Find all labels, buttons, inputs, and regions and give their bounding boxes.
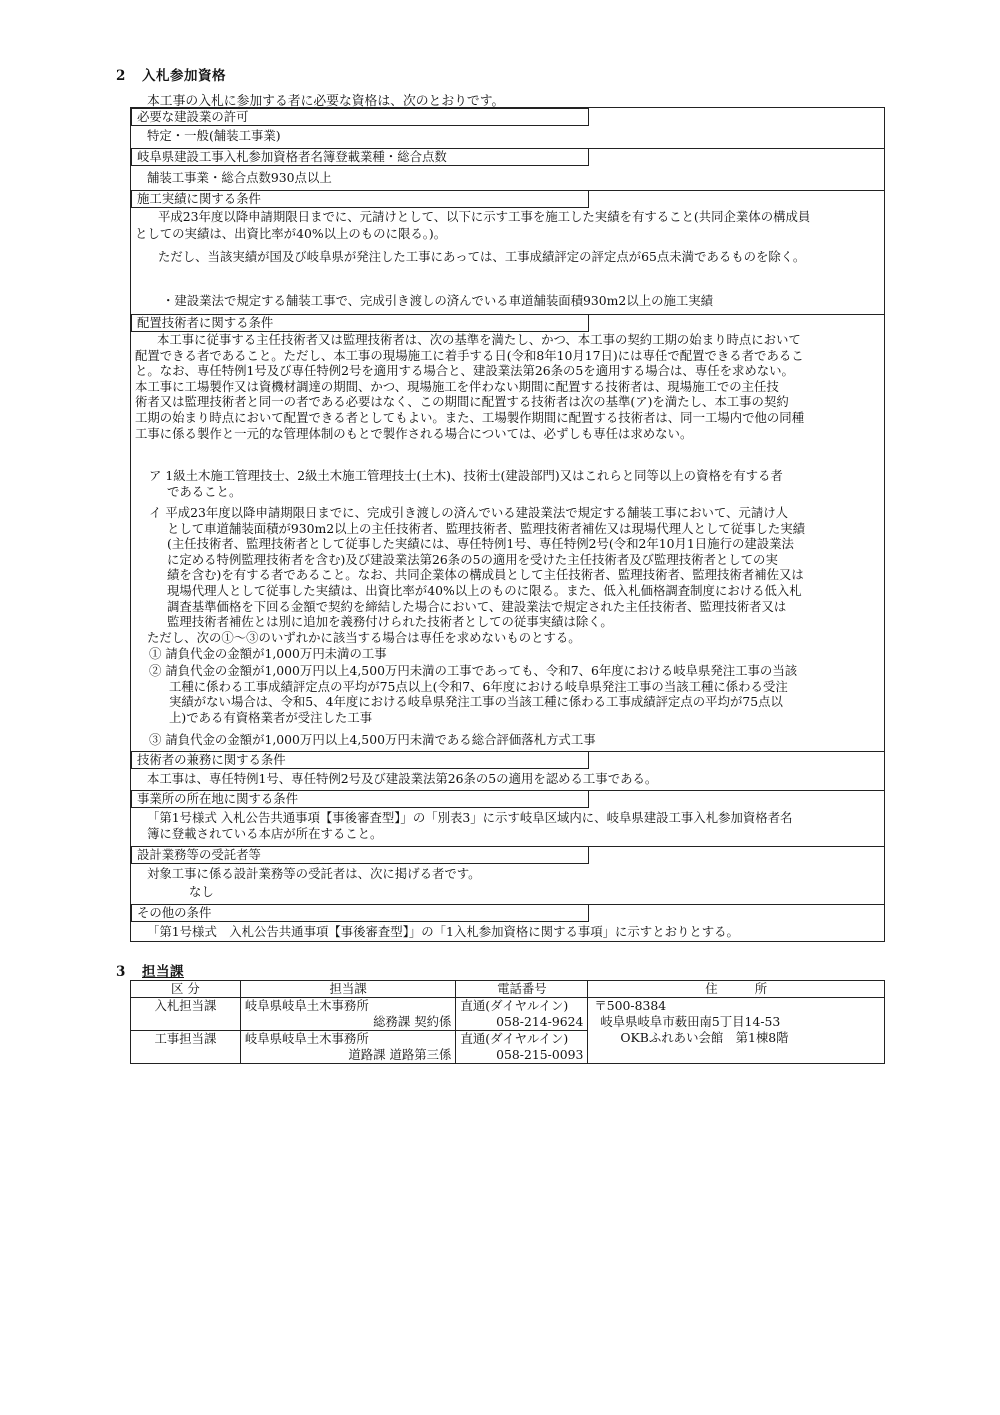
header-cell: 担当課 (240, 981, 456, 998)
record-label: 施工実績に関する条件 (131, 190, 589, 208)
design-text: 対象工事に係る設計業務等の受託者は、次に掲げる者です。 (147, 866, 481, 881)
engineer-criterion-i: イ 平成23年度以降申請期限日までに、完成引き渡しの済んでいる建設業法で規定する舗装工事において、元請け人 として車道舗装面積が930m2以上の主任技術者、監理技術者、監理技術者補佐又は現場代理人として従事した実績 (主任技術者、監理技術者として従事した実績には、専任特例1号、専任特例2号(令和2年10月1日施行の建設業法 に定める特例監理技術者を含む)及び建設業法第26条の5の適用を受けた主任技術者及び監理技術者としての実 績を含む)を有する者であること。なお、共同企業体の構成員として主任技術者、監理技術者、監理技術者補佐又は 現場代理人として従事した実績は、出資比率が40%以上のものに限る。また、低入札価格調査制度における低入札 調査基準価格を下回る金額で契約を締結した場合において、建設業法で規定された主任技術者、監理技術者又は 監理技術者補佐とは別に追加を義務付けられた技術者としての従事実績は除く。 (149, 505, 806, 630)
section-intro: 本工事の入札に参加する者に必要な資格は、次のとおりです。 (147, 94, 505, 109)
table-header-row (131, 981, 885, 998)
engineer-note: ただし、次の①～③のいずれかに該当する場合は専任を求めないものとする。 (147, 630, 581, 645)
office-cell: 岐阜県岐阜土木事務所 道路課 道路第三係 (240, 1031, 456, 1064)
record-text-line: としての実績は、出資比率が40%以上のものに限る。)。 (135, 226, 447, 241)
section-title: 入札参加資格 (142, 68, 226, 84)
design-label: 設計業務等の受託者等 (131, 846, 589, 864)
concurrent-label: 技術者の兼務に関する条件 (131, 751, 589, 769)
kubun-cell: 工事担当課 (131, 1031, 241, 1064)
registry-label: 岐阜県建設工事入札参加資格者名簿登載業種・総合点数 (131, 148, 589, 166)
section-title: 担当課 (142, 964, 184, 980)
engineer-paragraph: 本工事に従事する主任技術者又は監理技術者は、次の基準を満たし、かつ、本工事の契約工期の始まり時点において 配置できる者であること。ただし、本工事の現場施工に着手する日(令和8年10月17日)には専任で配置できる者であるこ と。なお、専任特例1号及び専任特例2号を適用する場合と、建設業法第26条の5を適用する場合は、専任を求めない。 本工事に工場製作又は資機材調達の期間、かつ、現場施工を伴わない期間に配置する技術者は、現場施工での主任技 術者又は監理技術者と同一の者である必要はなく、この期間に配置する技術者は次の基準(ア)を満たし、本工事の契約 工期の始まり時点において配置できる者としてもよい。また、工場製作期間に配置する技術者は、同一工場内で他の同種 工事に係る製作と一元的な管理体制のもとで製作される場合については、必ずしも専任は求めない。 (135, 332, 805, 441)
permit-value: 特定・一般(舗装工事業) (147, 128, 281, 143)
tel-cell: 直通(ダイヤルイン) 058-214-9624 (456, 998, 588, 1031)
record-text-line: 平成23年度以降申請期限日までに、元請けとして、以下に示す工事を施工した実績を有すること(共同企業体の構成員 (158, 209, 811, 224)
tel-cell: 直通(ダイヤルイン) 058-215-0093 (456, 1031, 588, 1064)
permit-label: 必要な建設業の許可 (131, 108, 589, 126)
record-exception: ただし、当該実績が国及び岐阜県が発注した工事にあっては、工事成績評定の評定点が65点未満であるものを除く。 (158, 249, 806, 264)
other-label: その他の条件 (131, 904, 589, 922)
kubun-cell: 入札担当課 (131, 998, 241, 1031)
address-cell: 〒500-8384 岐阜県岐阜市薮田南5丁目14-53 OKBふれあい会館 第1棟8階 (588, 998, 885, 1064)
engineer-exception-3: ③ 請負代金の金額が1,000万円以上4,500万円未満である総合評価落札方式工事 (149, 732, 596, 747)
concurrent-value: 本工事は、専任特例1号、専任特例2号及び建設業法第26条の5の適用を認める工事である。 (147, 771, 658, 786)
record-item: ・建設業法で規定する舗装工事で、完成引き渡しの済んでいる車道舗装面積930m2以上の施工実績 (162, 293, 714, 308)
contact-table (130, 980, 885, 1064)
other-value: 「第1号様式 入札公告共通事項【事後審査型】」の「1入札参加資格に関する事項」に示すとおりとする。 (147, 924, 739, 939)
office-text-line: 「第1号様式 入札公告共通事項【事後審査型】」の「別表3」に示す岐阜区域内に、岐阜県建設工事入札参加資格者名 (147, 810, 793, 825)
section-number: 3 (116, 964, 126, 980)
header-cell: 住 所 (588, 981, 885, 998)
section-3-heading (116, 960, 184, 980)
office-text-line: 簿に登載されている本店が所在すること。 (147, 826, 383, 841)
qualification-frame (130, 107, 885, 942)
engineer-exception-2: ② 請負代金の金額が1,000万円以上4,500万円未満の工事であっても、令和7、6年度における岐阜県発注工事の当該 工種に係わる工事成績評定点の平均が75点以上(令和7、6年度における岐阜県発注工事の当該工種に係わる受注 実績がない場合は、令和5、4年度における岐阜県発注工事の当該工種に係わる工事成績評定点の平均が75点以 上)である有資格業者が受注した工事 (149, 663, 798, 725)
section-2-heading (116, 64, 226, 84)
registry-value: 舗装工事業・総合点数930点以上 (147, 170, 332, 185)
office-cell: 岐阜県岐阜土木事務所 総務課 契約係 (240, 998, 456, 1031)
design-value: なし (189, 884, 214, 899)
engineer-exception-1: ① 請負代金の金額が1,000万円未満の工事 (149, 646, 387, 661)
engineer-criterion-a: ア 1級土木施工管理技士、2級土木施工管理技士(土木)、技術士(建設部門)又はこれらと同等以上の資格を有する者 であること。 (149, 468, 783, 499)
header-cell: 電話番号 (456, 981, 588, 998)
section-number: 2 (116, 68, 126, 84)
header-cell: 区 分 (131, 981, 241, 998)
table-row (131, 998, 885, 1031)
engineer-label: 配置技術者に関する条件 (131, 314, 589, 332)
office-label: 事業所の所在地に関する条件 (131, 790, 589, 808)
